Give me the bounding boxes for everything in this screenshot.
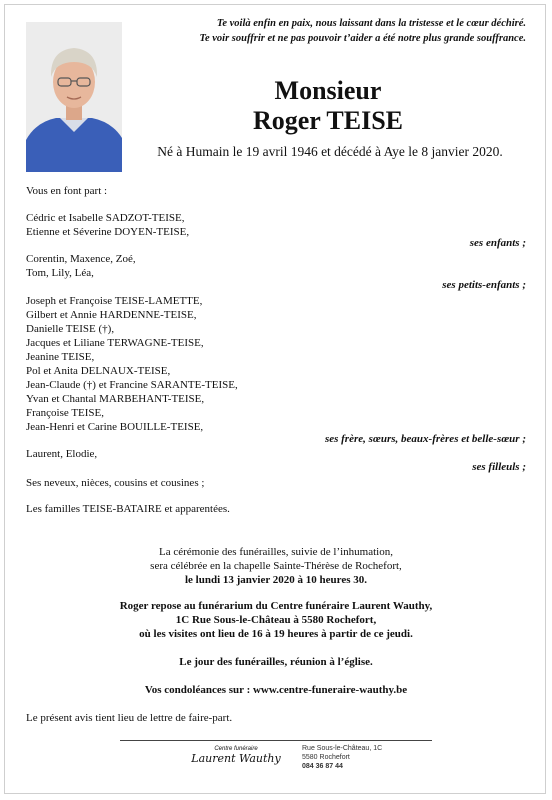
relatives-text: Ses neveux, nièces, cousins et cousines ; bbox=[26, 477, 205, 489]
list-item: Gilbert et Annie HARDENNE-TEISE, bbox=[26, 309, 197, 321]
funeral-home-logo bbox=[186, 745, 286, 775]
list-item: Corentin, Maxence, Zoé, bbox=[26, 253, 136, 265]
list-item: Jacques et Liliane TERWAGNE-TEISE, bbox=[26, 337, 204, 349]
visit-line-3: où les visites ont lieu de 16 à 19 heures à partir de ce jeudi. bbox=[139, 628, 413, 640]
notice-text: Le présent avis tient lieu de lettre de faire-part. bbox=[26, 712, 233, 724]
ceremony-line-1: La cérémonie des funérailles, suivie de l’inhumation, bbox=[159, 546, 393, 558]
condolences-info: Vos condoléances sur : www.centre-funeraire-wauthy.be bbox=[144, 684, 408, 696]
grandchildren-list bbox=[26, 252, 136, 280]
list-item: Jean-Henri et Carine BOUILLE-TEISE, bbox=[26, 421, 204, 433]
list-item: Pol et Anita DELNAUX-TEISE, bbox=[26, 365, 171, 377]
visit-line-1: Roger repose au funérarium du Centre funéraire Laurent Wauthy, bbox=[119, 600, 433, 612]
quote-line-1: Te voilà enfin en paix, nous laissant dans la tristesse et le cœur déchiré. bbox=[216, 18, 526, 29]
children-label: ses enfants ; bbox=[469, 237, 526, 249]
children-list bbox=[26, 211, 189, 239]
list-item: Jean-Claude (†) et Francine SARANTE-TEISE, bbox=[26, 379, 238, 391]
address-line-1: Rue Sous-le-Château, 1C bbox=[302, 745, 383, 752]
list-item: Danielle TEISE (†), bbox=[26, 323, 115, 335]
portrait-image bbox=[26, 22, 122, 172]
visitation-info bbox=[26, 599, 526, 641]
list-item: Cédric et Isabelle SADZOT-TEISE, bbox=[26, 212, 185, 224]
grandchildren-label: ses petits-enfants ; bbox=[442, 279, 526, 291]
families-text: Les familles TEISE-BATAIRE et apparentées. bbox=[26, 503, 230, 515]
list-item: Yvan et Chantal MARBEHANT-TEISE, bbox=[26, 393, 205, 405]
epitaph-quote bbox=[126, 16, 526, 46]
footer-divider bbox=[120, 740, 432, 741]
gathering-info: Le jour des funérailles, réunion à l’église. bbox=[179, 656, 373, 668]
list-item: Françoise TEISE, bbox=[26, 407, 105, 419]
list-item: Joseph et Françoise TEISE-LAMETTE, bbox=[26, 295, 203, 307]
intro-text: Vous en font part : bbox=[26, 185, 108, 197]
phone-number: 084 36 87 44 bbox=[302, 763, 343, 770]
godchildren-list: Laurent, Elodie, bbox=[26, 448, 98, 460]
ceremony-datetime: le lundi 13 janvier 2020 à 10 heures 30. bbox=[184, 574, 368, 586]
birth-death-dates: Né à Humain le 19 avril 1946 et décédé à Aye le 8 janvier 2020. bbox=[157, 144, 503, 159]
ceremony-line-2: sera célébrée en la chapelle Sainte-Thérèse de Rochefort, bbox=[150, 560, 402, 572]
list-item: Jeanine TEISE, bbox=[26, 351, 95, 363]
visit-line-2: 1C Rue Sous-le-Château à 5580 Rochefort, bbox=[175, 614, 377, 626]
portrait-photo bbox=[26, 22, 122, 172]
ceremony-info bbox=[26, 545, 526, 587]
siblings-list bbox=[26, 294, 238, 434]
godchildren-label: ses filleuls ; bbox=[472, 461, 526, 473]
siblings-label: ses frère, sœurs, beaux-frères et belle-sœur ; bbox=[324, 433, 526, 445]
deceased-name: Roger TEISE bbox=[252, 106, 404, 135]
quote-line-2: Te voir souffrir et ne pas pouvoir t’aider a été notre plus grande souffrance. bbox=[199, 33, 526, 44]
funeral-home-address bbox=[302, 744, 382, 771]
list-item: Etienne et Séverine DOYEN-TEISE, bbox=[26, 226, 190, 238]
logo-name: Laurent Wauthy bbox=[191, 752, 281, 765]
logo-subtitle: Centre funéraire bbox=[214, 746, 258, 752]
address-line-2: 5580 Rochefort bbox=[302, 754, 350, 761]
list-item: Tom, Lily, Léa, bbox=[26, 267, 94, 279]
deceased-title: Monsieur bbox=[274, 76, 382, 105]
